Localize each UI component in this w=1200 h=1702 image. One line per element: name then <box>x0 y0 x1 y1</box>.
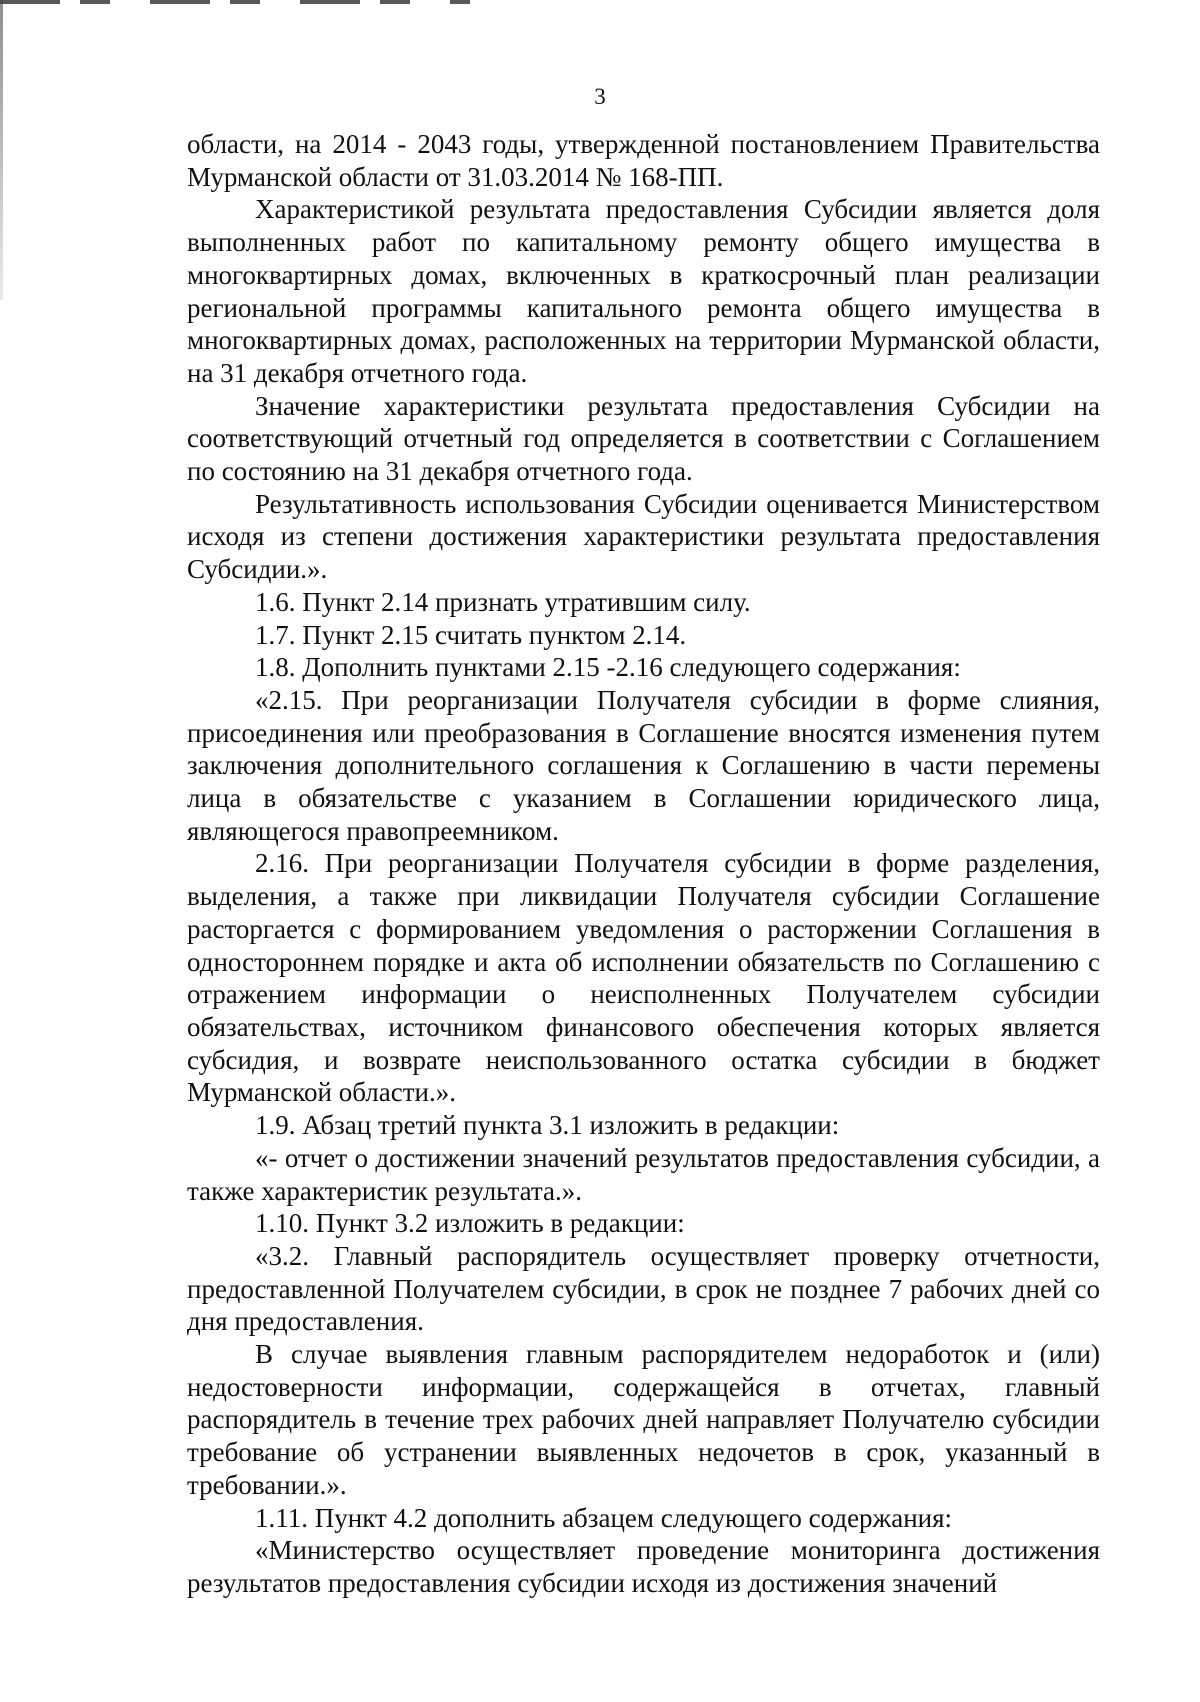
scan-artifact-top <box>0 0 470 4</box>
paragraph: 1.7. Пункт 2.15 считать пунктом 2.14. <box>255 619 687 650</box>
paragraph: 1.9. Абзац третий пункта 3.1 изложить в редакции: <box>255 1110 840 1141</box>
paragraph: В случае выявления главным распорядителем недоработок и (или) недостоверности информации, содержащейся в отчетах, главный распорядитель в течение трех рабочих дней направляет Получателю субсидии требование об устранении выявленных недочетов в срок, указанный в требовании.». <box>187 1339 1100 1500</box>
paragraph: «2.15. При реорганизации Получателя субсидии в форме слияния, присоединения или преобразования в Соглашение вносятся изменения путем заключения дополнительного соглашения к Соглашению в части перемены лица в обязательстве с указанием в Соглашении юридического лица, являющегося правопреемником. <box>187 684 1100 846</box>
paragraph: 2.16. При реорганизации Получателя субсидии в форме разделения, выделения, а также при ликвидации Получателя субсидии Соглашение расторгается с формированием уведомления о расторжении Соглашения в одностороннем порядке и акта об исполнении обязательств по Соглашению с отражением информации о неисполненных Получателем субсидии обязательствах, источником финансового обеспечения которых является субсидия, и возврате неиспользованного остатка субсидии в бюджет Мурманской области.». <box>187 848 1100 1108</box>
scan-artifact-left-edge <box>0 0 3 300</box>
paragraph: 1.10. Пункт 3.2 изложить в редакции: <box>255 1208 685 1239</box>
paragraph: 1.6. Пункт 2.14 признать утратившим силу. <box>255 586 751 617</box>
paragraph: «Министерство осуществляет проведение мониторинга достижения результатов предоставления субсидии исходя из достижения значений <box>187 1535 1100 1598</box>
paragraph: области, на 2014 - 2043 годы, утвержденной постановлением Правительства Мурманской области от 31.03.2014 № 168-ПП. <box>187 129 1100 192</box>
paragraph: «3.2. Главный распорядитель осуществляет проверку отчетности, предоставленной Получателем субсидии, в срок не позднее 7 рабочих дней со дня предоставления. <box>187 1240 1100 1337</box>
paragraph: 1.8. Дополнить пунктами 2.15 -2.16 следующего содержания: <box>255 652 961 683</box>
paragraph: 1.11. Пункт 4.2 дополнить абзацем следующего содержания: <box>255 1502 953 1533</box>
paragraph: Характеристикой результата предоставления Субсидии является доля выполненных работ по капитальному ремонту общего имущества в многоквартирных домах, включенных в краткосрочный план реализации региональной программы капитального ремонта общего имущества в многоквартирных домах, расположенных на территории Мурманской области, на 31 декабря отчетного года. <box>187 194 1100 388</box>
page-number: 3 <box>594 84 606 109</box>
paragraph: Результативность использования Субсидии оценивается Министерством исходя из степени достижения характеристики результата предоставления Субсидии.». <box>187 488 1100 585</box>
paragraph: Значение характеристики результата предоставления Субсидии на соответствующий отчетный год определяется в соответствии с Соглашением по состоянию на 31 декабря отчетного года. <box>187 390 1100 487</box>
document-body <box>187 128 1100 1600</box>
paragraph: «- отчет о достижении значений результатов предоставления субсидии, а также характеристик результата.». <box>187 1142 1100 1206</box>
